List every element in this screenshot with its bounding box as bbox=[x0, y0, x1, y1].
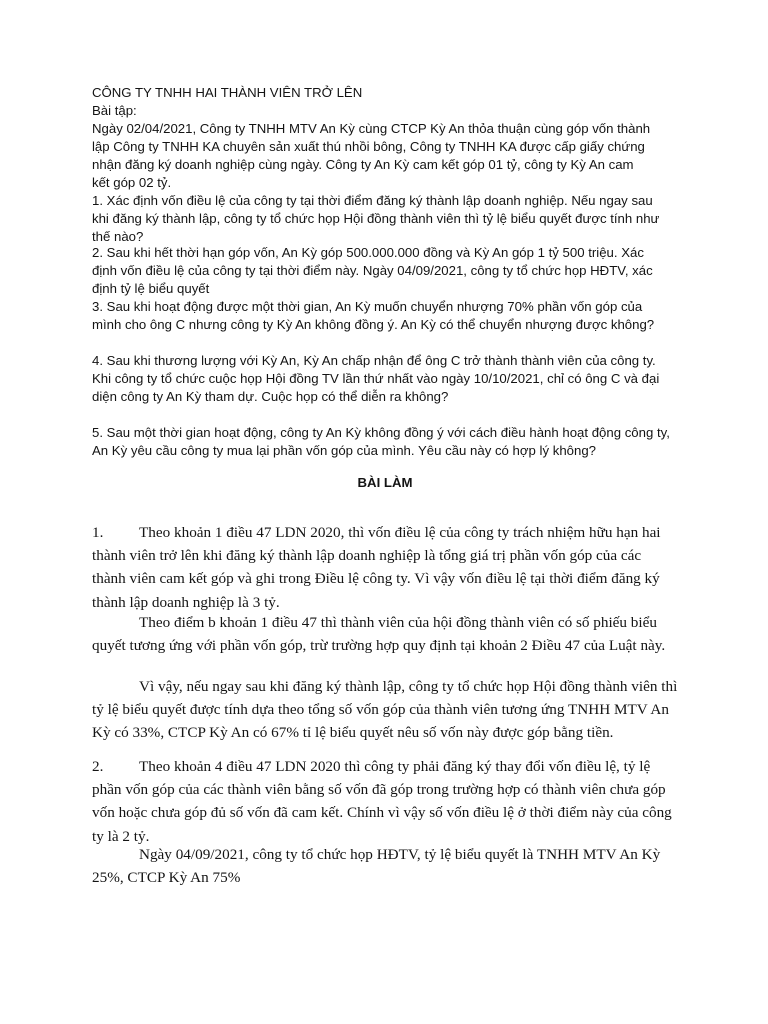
answer-1-paragraph-2 bbox=[92, 611, 678, 657]
answer-1-text-1: Theo khoản 1 điều 47 LDN 2020, thì vốn điều lệ của công ty trách nhiệm hữu hạn hai thành viên trở lên khi đăng ký thành lập doanh nghiệp là tổng giá trị phần vốn góp của các thành viên cam kết góp và ghi trong Điều lệ công ty. Vì vậy vốn điều lệ tại thời điểm đăng ký thành lập doanh nghiệp là 3 tỷ. bbox=[92, 524, 661, 611]
answer-heading: BÀI LÀM bbox=[357, 475, 413, 490]
answer-2-paragraph-2 bbox=[92, 843, 678, 889]
answer-1-paragraph-3 bbox=[92, 675, 678, 745]
answer-2-paragraph-1 bbox=[92, 755, 678, 848]
question-2: 2. Sau khi hết thời hạn góp vốn, An Kỳ góp 500.000.000 đồng và Kỳ An góp 1 tỷ 500 triệu. Xác định vốn điều lệ của công ty tại thời điểm này. Ngày 04/09/2021, công ty tổ chức họp HĐTV, xác định tỷ lệ biểu quyết bbox=[92, 245, 653, 296]
answer-1-number: 1. bbox=[92, 524, 104, 541]
task-intro: Ngày 02/04/2021, Công ty TNHH MTV An Kỳ cùng CTCP Kỳ An thỏa thuận cùng góp vốn thành lập Công ty TNHH KA chuyên sản xuất thú nhồi bông, Công ty TNHH KA được cấp giấy chứng nhận đăng ký doanh nghiệp cùng ngày. Công ty An Kỳ cam kết góp 01 tỷ, công ty Kỳ An cam kết góp 02 tỷ. bbox=[92, 121, 651, 190]
answer-1-text-3: Vì vậy, nếu ngay sau khi đăng ký thành lập, công ty tổ chức họp Hội đồng thành viên thì tỷ lệ biểu quyết được tính dựa theo tổng số vốn góp của thành viên tương ứng TNHH MTV An Kỳ có 33%, CTCP Kỳ An có 67% tỉ lệ biểu quyết nêu số vốn này được góp bằng tiền. bbox=[92, 678, 678, 742]
answer-1-text-2: Theo điểm b khoản 1 điều 47 thì thành viên của hội đồng thành viên có số phiếu biểu quyết tương ứng với phần vốn góp, trừ trường hợp quy định tại khoản 2 Điều 47 của Luật này. bbox=[92, 614, 666, 655]
question-4: 4. Sau khi thương lượng với Kỳ An, Kỳ An chấp nhận để ông C trở thành thành viên của công ty. Khi công ty tổ chức cuộc họp Hội đồng TV lần thứ nhất vào ngày 10/10/2021, chỉ có ông C và đại diện công ty An Kỳ tham dự. Cuộc họp có thể diễn ra không? bbox=[92, 353, 660, 404]
answer-1-paragraph-1 bbox=[92, 521, 678, 614]
document-title: CÔNG TY TNHH HAI THÀNH VIÊN TRỞ LÊN bbox=[92, 85, 363, 100]
task-label: Bài tập: bbox=[92, 103, 137, 118]
question-1: 1. Xác định vốn điều lệ của công ty tại thời điểm đăng ký thành lập doanh nghiệp. Nếu ngay sau khi đăng ký thành lập, công ty tổ chức họp Hội đồng thành viên thì tỷ lệ biểu quyết được tính như thế nào? bbox=[92, 193, 660, 244]
question-3: 3. Sau khi hoạt động được một thời gian, An Kỳ muốn chuyển nhượng 70% phần vốn góp của mình cho ông C nhưng công ty Kỳ An không đồng ý. An Kỳ có thể chuyển nhượng được không? bbox=[92, 299, 655, 332]
question-5: 5. Sau một thời gian hoạt động, công ty An Kỳ không đồng ý với cách điều hành hoạt động công ty, An Kỳ yêu cầu công ty mua lại phần vốn góp của mình. Yêu cầu này có hợp lý không? bbox=[92, 425, 670, 458]
answer-2-number: 2. bbox=[92, 758, 104, 775]
answer-2-text-1: Theo khoản 4 điều 47 LDN 2020 thì công ty phải đăng ký thay đổi vốn điều lệ, tỷ lệ phần vốn góp của các thành viên bằng số vốn đã góp trong trường hợp có thành viên chưa góp vốn hoặc chưa góp đủ số vốn đã cam kết. Chính vì vậy số vốn điều lệ ở thời điểm này của công ty là 2 tỷ. bbox=[92, 758, 672, 845]
answer-2-text-2: Ngày 04/09/2021, công ty tổ chức họp HĐTV, tỷ lệ biểu quyết là TNHH MTV An Kỳ 25%, CTCP Kỳ An 75% bbox=[92, 846, 661, 887]
